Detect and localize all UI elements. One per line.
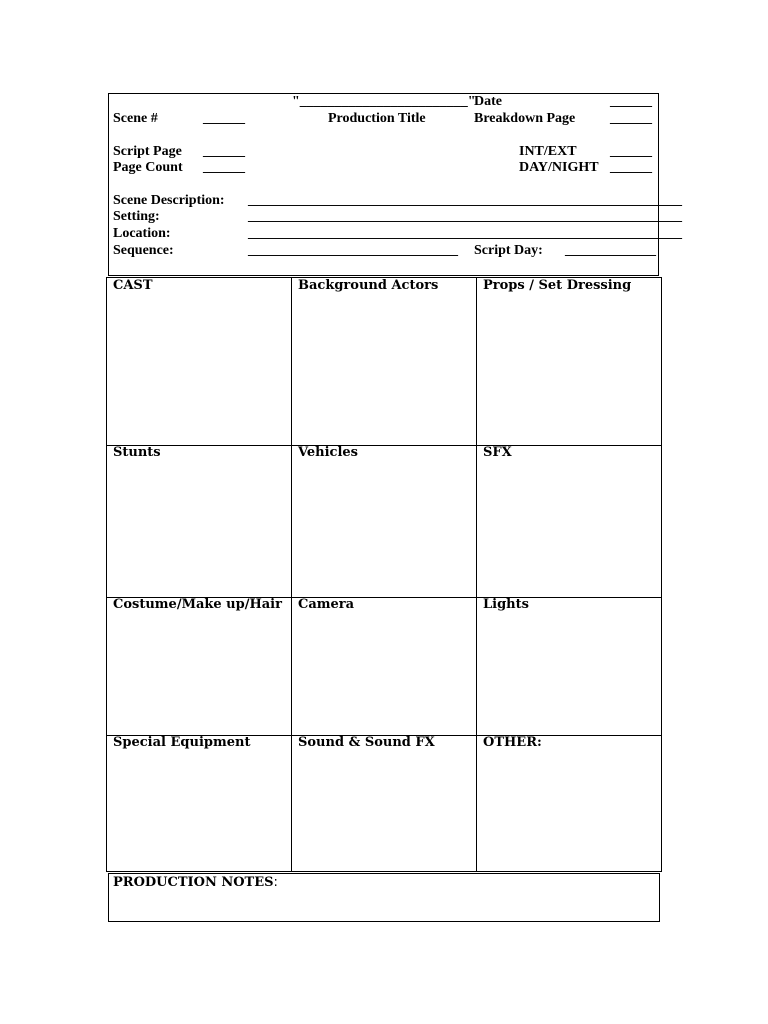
breakdown-grid [106, 277, 662, 872]
scene-description-label: Scene Description: [113, 193, 225, 208]
costume-makeup-hair-cell-label: Costume/Make up/Hair [113, 597, 282, 612]
camera-cell-label: Camera [298, 597, 355, 612]
other-cell-label: OTHER: [483, 735, 542, 750]
page-count-label: Page Count [113, 160, 183, 175]
title-blank-line[interactable]: "________________________" [292, 94, 476, 109]
production-notes-heading [113, 874, 278, 891]
vehicles-cell-label: Vehicles [298, 445, 358, 460]
sequence-label: Sequence: [113, 243, 174, 258]
special-equipment-cell-label: Special Equipment [113, 735, 251, 750]
date-field[interactable]: ______ [610, 94, 652, 109]
script-day-field[interactable]: _____________ [565, 243, 656, 258]
scene-number-field[interactable]: ______ [203, 111, 245, 126]
grid-divider-vertical-2 [476, 278, 477, 871]
setting-field[interactable]: ______________________________________________________________ [248, 209, 682, 224]
setting-label: Setting: [113, 209, 160, 224]
sound-fx-cell-label: Sound & Sound FX [298, 735, 435, 750]
day-night-label: DAY/NIGHT [519, 160, 599, 175]
script-day-label: Script Day: [474, 243, 543, 258]
breakdown-page-label: Breakdown Page [474, 111, 576, 126]
production-title-label: Production Title [328, 111, 426, 126]
breakdown-page-field[interactable]: ______ [610, 111, 652, 126]
script-page-label: Script Page [113, 144, 182, 159]
grid-divider-vertical-1 [291, 278, 292, 871]
stunts-cell-label: Stunts [113, 445, 161, 460]
production-notes-colon: : [273, 875, 278, 890]
scene-description-field[interactable]: ______________________________________________________________ [248, 193, 682, 208]
sfx-cell-label: SFX [483, 445, 512, 460]
production-notes-label: PRODUCTION NOTES [113, 875, 274, 890]
location-label: Location: [113, 226, 171, 241]
sequence-field[interactable]: ______________________________ [248, 243, 458, 258]
page-count-field[interactable]: ______ [203, 160, 245, 175]
date-label: Date [474, 94, 502, 109]
scene-number-label: Scene # [113, 111, 158, 126]
day-night-field[interactable]: ______ [610, 160, 652, 175]
location-field[interactable]: ______________________________________________________________ [248, 226, 682, 241]
int-ext-field[interactable]: ______ [610, 144, 652, 159]
lights-cell-label: Lights [483, 597, 529, 612]
script-page-field[interactable]: ______ [203, 144, 245, 159]
props-set-dressing-cell-label: Props / Set Dressing [483, 278, 632, 293]
background-actors-cell-label: Background Actors [298, 278, 439, 293]
grid-divider-horizontal-1 [107, 445, 661, 446]
int-ext-label: INT/EXT [519, 144, 577, 159]
cast-cell-label: CAST [113, 278, 153, 293]
